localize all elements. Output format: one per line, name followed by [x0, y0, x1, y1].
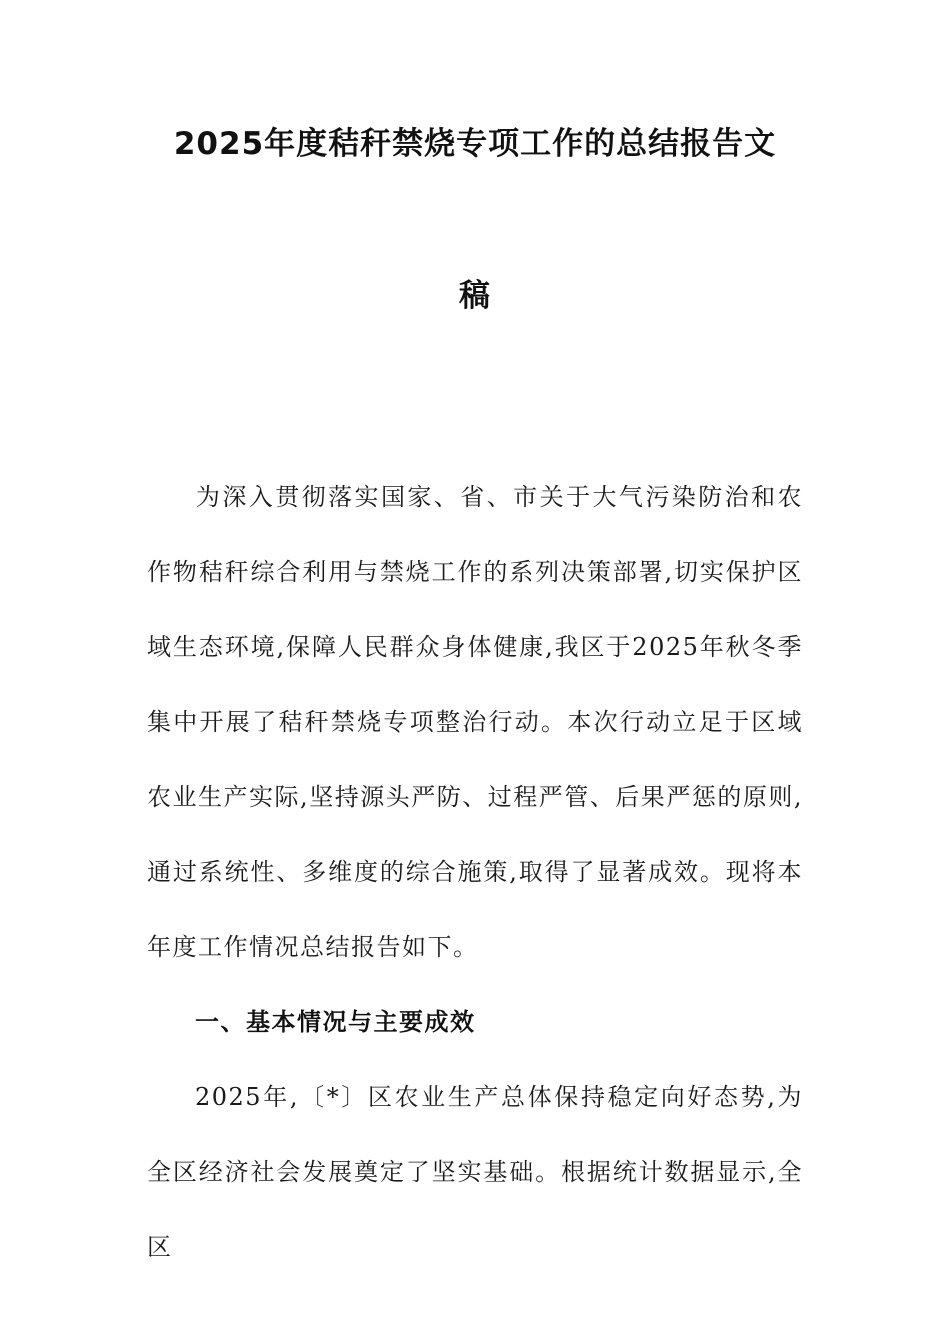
document-title-line-1: 2025年度秸秆禁烧专项工作的总结报告文: [173, 126, 777, 162]
intro-paragraph: [147, 460, 803, 985]
section-paragraph: [147, 1060, 803, 1285]
document-title-line-2: 稿: [459, 278, 491, 314]
intro-paragraph-text: 为深入贯彻落实国家、省、市关于大气污染防治和农作物秸秆综合利用与禁烧工作的系列决策部署,切实保护区域生态环境,保障人民群众身体健康,我区于2025年秋冬季集中开展了秸秆禁烧专项整治行动。本次行动立足于区域农业生产实际,坚持源头严防、过程严管、后果严惩的原则,通过系统性、多维度的综合施策,取得了显著成效。现将本年度工作情况总结报告如下。: [147, 483, 803, 961]
section-paragraph-text: 2025年,〔*〕区农业生产总体保持稳定向好态势,为全区经济社会发展奠定了坚实基础。根据统计数据显示,全区: [147, 1083, 803, 1261]
section-heading: 一、基本情况与主要成效: [195, 1008, 476, 1036]
